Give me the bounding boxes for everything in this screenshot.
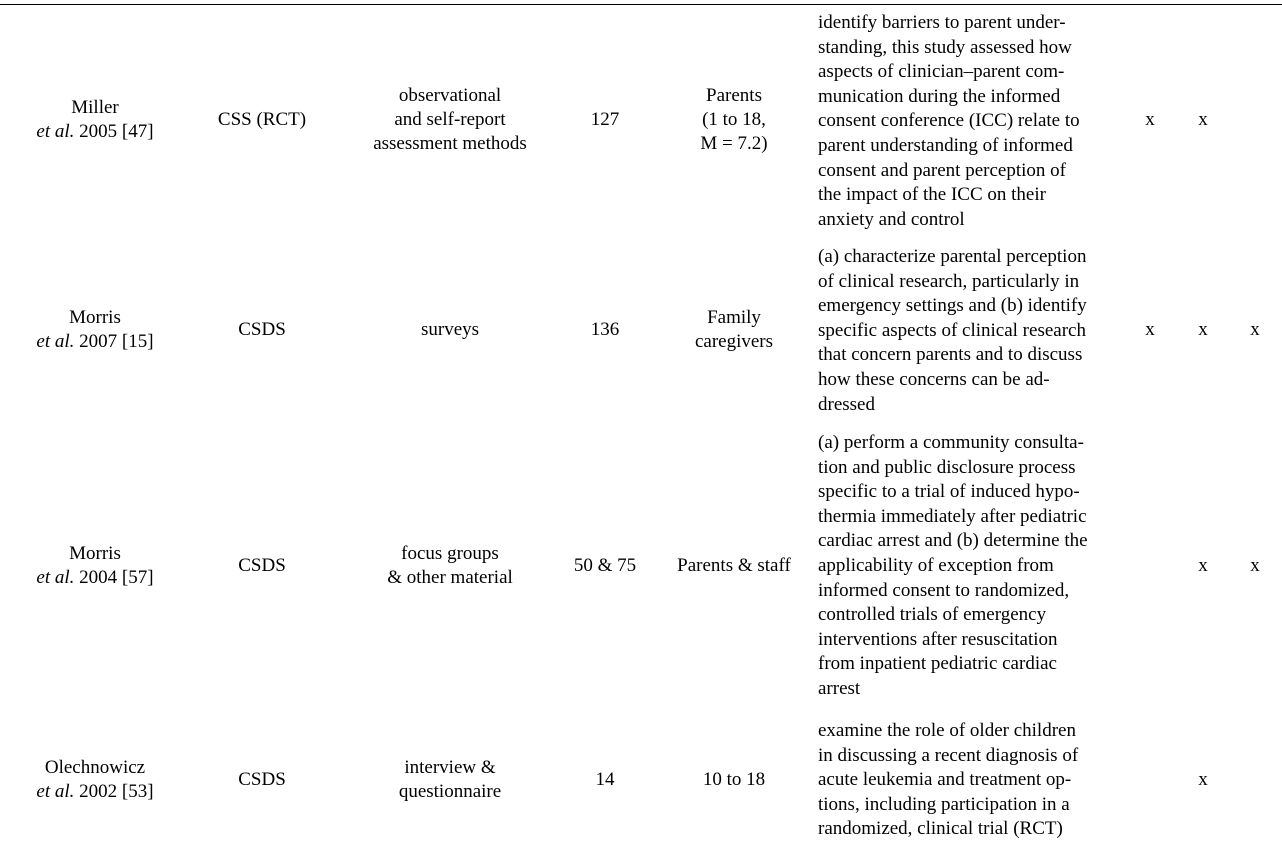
participants-line: Parents (706, 85, 762, 106)
aim-line: consent conference (ICC) relate to (818, 110, 1080, 132)
criterion-1-mark: x (1145, 319, 1155, 340)
author-name: Morris (69, 307, 121, 328)
aim-line: the impact of the ICC on their (818, 184, 1046, 206)
aim-line: randomized, clinical trial (RCT) (818, 818, 1063, 840)
aim-line: consent and parent perception of (818, 159, 1066, 181)
design-cell: CSS (RCT) (217, 109, 307, 130)
method-line: & other material (387, 567, 513, 588)
author-name: Morris (69, 543, 121, 564)
method-cell (345, 756, 555, 804)
aim-cell (818, 245, 1128, 417)
author-etal: et al. (36, 331, 75, 352)
method-line: assessment methods (373, 133, 527, 154)
criterion-2-mark: x (1198, 555, 1208, 576)
method-cell (345, 542, 555, 590)
aim-line: parent understanding of informed (818, 134, 1073, 156)
author-citation (20, 780, 170, 804)
aim-line: dressed (818, 393, 875, 415)
aim-cell (818, 719, 1128, 842)
aim-line: tions, including participation in a (818, 793, 1070, 815)
aim-line: specific to a trial of induced hypo- (818, 481, 1080, 503)
criterion-1-mark: x (1145, 109, 1155, 130)
author-cell (20, 756, 170, 804)
criterion-3-mark: x (1250, 319, 1260, 340)
method-line: observational (398, 85, 502, 106)
author-ref: 2005 [47] (74, 121, 154, 142)
participants-line: M = 7.2) (700, 133, 768, 154)
aim-line: that concern parents and to discuss (818, 344, 1083, 366)
aim-line: examine the role of older children (818, 720, 1076, 741)
aim-line: from inpatient pediatric cardiac (818, 653, 1057, 675)
aim-line: controlled trials of emergency (818, 604, 1047, 626)
author-citation (20, 566, 170, 590)
aim-line: applicability of exception from (818, 554, 1054, 576)
aim-cell (818, 431, 1128, 702)
aim-line: specific aspects of clinical research (818, 319, 1086, 341)
participants-cell (664, 554, 804, 578)
aim-line: of clinical research, particularly in (818, 270, 1080, 292)
author-etal: et al. (36, 121, 75, 142)
author-ref: 2004 [57] (74, 567, 154, 588)
aim-line: emergency settings and (b) identify (818, 295, 1087, 317)
method-line: focus groups (401, 543, 499, 564)
method-cell (345, 318, 555, 342)
author-citation (20, 330, 170, 354)
aim-line: thermia immediately after pediatric (818, 505, 1087, 527)
method-line: questionnaire (398, 781, 502, 802)
aim-line: munication during the informed (818, 85, 1061, 107)
sample-size-cell: 127 (590, 109, 620, 130)
aim-line: interventions after resuscitation (818, 628, 1058, 650)
author-ref: 2002 [53] (74, 781, 154, 802)
sample-size-cell: 136 (590, 319, 620, 340)
author-name: Olechnowicz (44, 757, 146, 778)
aim-cell (818, 11, 1128, 232)
participants-line: Parents & staff (677, 555, 791, 576)
author-ref: 2007 [15] (74, 331, 154, 352)
aim-line: tion and public disclosure process (818, 456, 1076, 478)
method-line: surveys (420, 319, 480, 340)
participants-cell (664, 768, 804, 792)
aim-line: cardiac arrest and (b) determine the (818, 530, 1088, 552)
design-cell: CSDS (238, 555, 286, 576)
aim-line: how these concerns can be ad- (818, 368, 1050, 390)
criterion-3-mark: x (1250, 555, 1260, 576)
aim-line: (a) perform a community consulta- (818, 432, 1084, 453)
author-cell (20, 96, 170, 144)
method-line: and self-report (394, 109, 506, 130)
aim-line: arrest (818, 677, 861, 699)
aim-line: aspects of clinician–parent com- (818, 61, 1065, 83)
method-cell (345, 84, 555, 156)
design-cell: CSDS (238, 769, 286, 790)
aim-line: informed consent to randomized, (818, 579, 1070, 601)
criterion-2-mark: x (1198, 319, 1208, 340)
participants-line: 10 to 18 (702, 769, 766, 790)
participants-line: Family (707, 307, 761, 328)
aim-line: in discussing a recent diagnosis of (818, 744, 1079, 766)
participants-line: caregivers (694, 331, 774, 352)
author-citation (20, 120, 170, 144)
criterion-2-mark: x (1198, 109, 1208, 130)
participants-cell (664, 84, 804, 156)
criterion-2-mark: x (1198, 769, 1208, 790)
sample-size-cell: 50 & 75 (573, 555, 637, 576)
method-line: interview & (404, 757, 496, 778)
author-name: Miller (71, 97, 119, 118)
aim-line: acute leukemia and treatment op- (818, 769, 1072, 791)
aim-line: (a) characterize parental perception (818, 246, 1087, 267)
aim-line: identify barriers to parent under- (818, 12, 1066, 33)
author-cell (20, 306, 170, 354)
aim-line: standing, this study assessed how (818, 36, 1072, 58)
participants-line: (1 to 18, (702, 109, 766, 130)
sample-size-cell: 14 (595, 769, 615, 790)
table-top-rule (0, 4, 1282, 5)
aim-line: anxiety and control (818, 208, 965, 230)
design-cell: CSDS (238, 319, 286, 340)
author-etal: et al. (36, 567, 75, 588)
participants-cell (664, 306, 804, 354)
author-etal: et al. (36, 781, 75, 802)
author-cell (20, 542, 170, 590)
